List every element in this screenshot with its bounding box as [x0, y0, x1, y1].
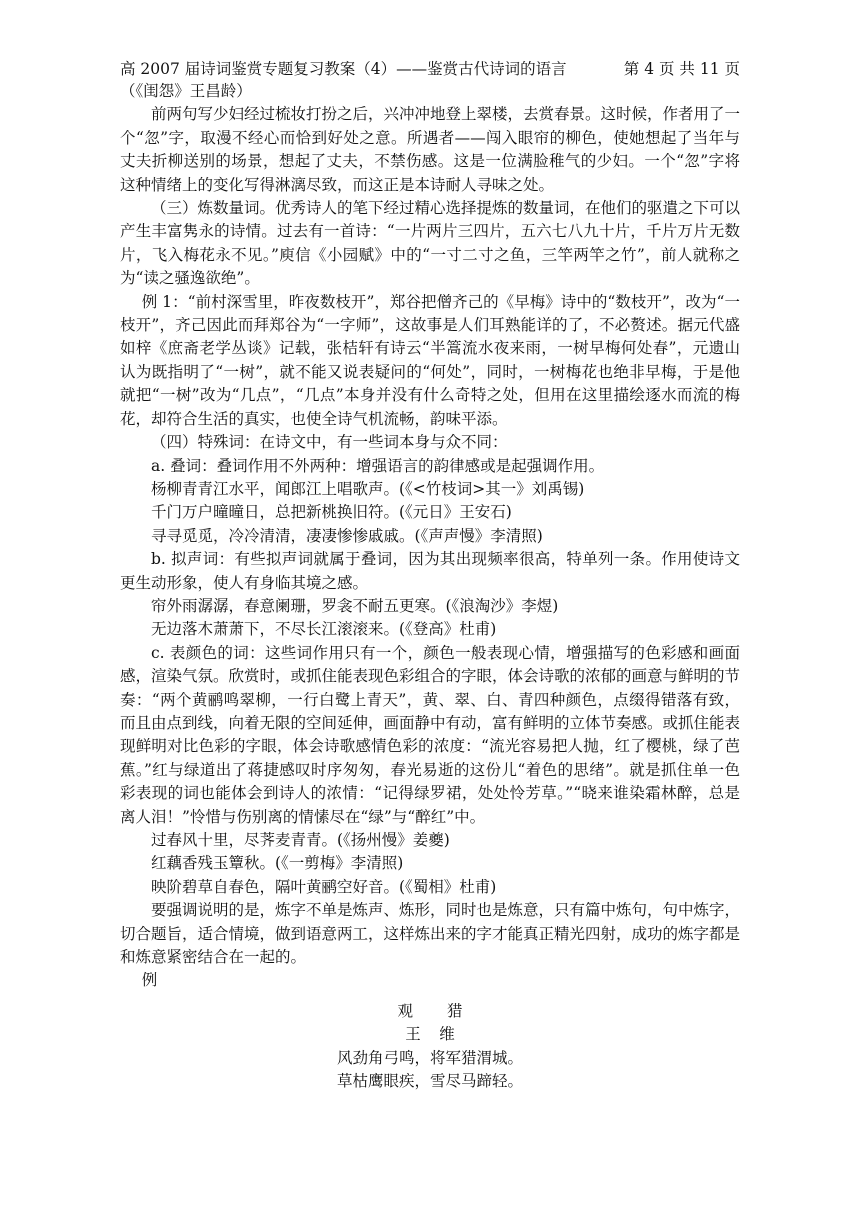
poem-line: 草枯鹰眼疾，雪尽马蹄轻。	[336, 1072, 523, 1091]
source-citation: （《闺怨》王昌龄）	[120, 82, 252, 100]
poem-author-part: 维	[439, 1025, 455, 1044]
page-header	[120, 58, 740, 80]
quote-line: 寻寻觅觅，冷冷清清，凄凄惨惨戚戚。(《声声慢》李清照)	[151, 526, 543, 545]
poem-title-part: 猎	[447, 1001, 463, 1020]
quote-line: 红藕香残玉簟秋。(《一剪梅》李清照)	[151, 854, 404, 873]
document-body	[120, 80, 740, 1093]
subheading-color-words: c. 表颜色的词：这些词作用只有一个，颜色一般表现心情，增强描写的色彩感和画面感，渲染气氛。欣赏时，或抓住能表现色彩组合的字眼，体会诗歌的浓郁的画意与鲜明的节奏：“两个黄鹂鸣翠柳，一行白鹭上青天”，黄、翠、白、青四种颜色，点缀得错落有致，而且由点到线，向着无限的空间延伸，画面静中有动，富有鲜明的立体节奏感。或抓住能表现鲜明对比色彩的字眼，体会诗歌感情色彩的浓度：“流光容易把人抛，红了樱桃，绿了芭蕉。”红与绿道出了蒋捷感叹时序匆匆，春光易逝的这份儿“着色的思绪”。就是抓住单一色彩表现的词也能体会到诗人的浓情：“记得绿罗裙，处处怜芳草。”“晓来谁染霜林醉，总是离人泪！”怜惜与伤别离的情愫尽在“绿”与“醉红”中。	[120, 643, 741, 826]
section-heading-special-words: （四）特殊词：在诗文中，有一些词本身与众不同：	[151, 433, 508, 452]
example-label: 例	[141, 971, 158, 990]
quote-line: 帘外雨潺潺，春意阑珊，罗衾不耐五更寒。(《浪淘沙》李煜)	[151, 596, 559, 615]
poem-line: 风劲角弓鸣，将军猎渭城。	[336, 1048, 523, 1067]
quote-line: 杨柳青青江水平，闻郎江上唱歌声。(《<竹枝词>其一》刘禹锡)	[151, 479, 585, 498]
poem-title-part: 观	[397, 1001, 413, 1020]
poem-title	[120, 1000, 740, 1023]
quote-line: 千门万户曈曈日，总把新桃换旧符。(《元日》王安石)	[151, 503, 512, 522]
quote-line: 无边落木萧萧下，不尽长江滚滚来。(《登高》杜甫)	[151, 620, 497, 639]
poem-author	[120, 1023, 740, 1046]
quote-line: 过春风十里，尽荠麦青青。(《扬州慢》姜夔)	[151, 831, 450, 849]
paragraph-analysis: 前两句写少妇经过梳妆打扮之后，兴冲冲地登上翠楼，去赏春景。这时候，作者用了一个“忽”字，取漫不经心而恰到好处之意。所遇者——闯入眼帘的柳色，使她想起了当年与丈夫折柳送别的场景，想起了丈夫，不禁伤感。这是一位满脸稚气的少妇。一个“忽”字将这种情绪上的变化写得淋漓尽致，而这正是本诗耐人寻味之处。	[120, 105, 741, 194]
paragraph-summary: 要强调说明的是，炼字不单是炼声、炼形，同时也是炼意，只有篇中炼句，句中炼字，切合题旨，适合情境，做到语意两工，这样炼出来的字才能真正精光四射，成功的炼字都是和炼意紧密结合在一起的。	[120, 901, 741, 967]
header-page-number: 第 4 页 共 11 页	[623, 60, 740, 78]
quote-line: 映阶碧草自春色，隔叶黄鹂空好音。(《蜀相》杜甫)	[151, 877, 497, 896]
header-title: 高 2007 届诗词鉴赏专题复习教案（4）——鉴赏古代诗词的语言	[120, 60, 567, 78]
poem-author-part: 王	[405, 1025, 421, 1044]
subheading-reduplication: a. 叠词：叠词作用不外两种：增强语言的韵律感或是起强调作用。	[151, 456, 605, 475]
example-one: 例 1：“前村深雪里，昨夜数枝开”，郑谷把僧齐己的《早梅》诗中的“数枝开”，改为“一枝开”，齐己因此而拜郑谷为“一字师”，这故事是人们耳熟能详的了，不必赘述。据元代盛如梓《庶斋老学丛谈》记载，张桔轩有诗云“半篙流水夜来雨，一树早梅何处春”，元遗山认为既指明了“一树”，就不能又说表疑问的“何处”，同时，一树梅花也绝非早梅，于是他就把“一树”改为“几点”，“几点”本身并没有什么奇特之处，但用在这里描绘逐水而流的梅花，却符合生活的真实，也使全诗气机流畅，韵味平添。	[120, 292, 740, 428]
section-heading-numerals: （三）炼数量词。优秀诗人的笔下经过精心选择提炼的数量词，在他们的驱遣之下可以产生丰富隽永的诗情。过去有一首诗：“一片两片三四片，五六七八九十片，千片万片无数片，飞入梅花永不见。”庾信《小园赋》中的“一寸二寸之鱼，三竿两竿之竹”，前人就称之为“读之骚逸欲绝”。	[120, 199, 741, 288]
subheading-onomatopoeia: b. 拟声词：有些拟声词就属于叠词，因为其出现频率很高，特单列一条。作用使诗文更生动形象，使人有身临其境之感。	[120, 550, 740, 592]
